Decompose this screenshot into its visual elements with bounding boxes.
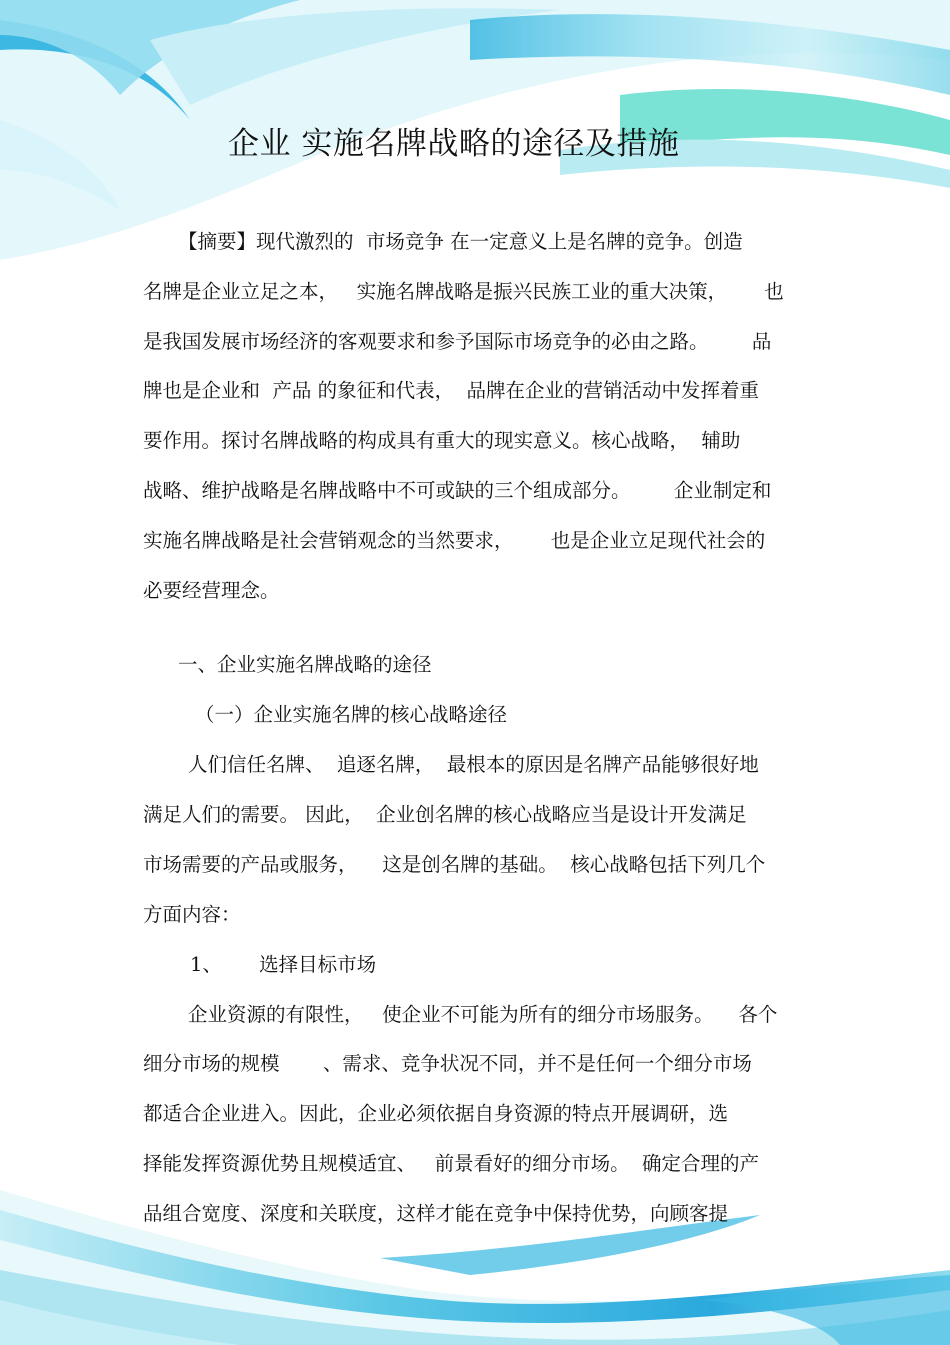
paragraph-line: 市场需要的产品或服务， 这是创名牌的基础。 核心战略包括下列几个 [143,853,766,876]
abstract-line: 实施名牌战略是社会营销观念的当然要求， 也是企业立足现代社会的 [143,529,766,552]
subsection-heading: （一）企业实施名牌的核心战略途径 [195,703,508,726]
abstract-line: 战略、维护战略是名牌战略中不可或缺的三个组成部分。 企业制定和 [143,479,772,502]
paragraph-line: 人们信任名牌、 追逐名牌， 最根本的原因是名牌产品能够很好地 [188,753,759,776]
abstract-line: 牌也是企业和 产品 的象征和代表， 品牌在企业的营销活动中发挥着重 [143,379,759,402]
paragraph-line: 都适合企业进入。因此，企业必须依据自身资源的特点开展调研，选 [143,1102,729,1125]
document-title: 企业 实施名牌战略的途径及措施 [228,126,680,162]
abstract-line: 要作用。探讨名牌战略的构成具有重大的现实意义。核心战略， 辅助 [143,429,741,452]
paragraph-line: 满足人们的需要。 因此， 企业创名牌的核心战略应当是设计开发满足 [143,803,747,826]
section-heading: 一、企业实施名牌战略的途径 [178,653,432,676]
paragraph-line: 方面内容： [143,903,241,926]
paragraph-line: 细分市场的规模 、需求、竞争状况不同，并不是任何一个细分市场 [143,1052,752,1075]
abstract-line: 名牌是企业立足之本， 实施名牌战略是振兴民族工业的重大决策， 也 [143,280,784,303]
abstract-line: 是我国发展市场经济的客观要求和参予国际市场竞争的必由之路。 品 [143,330,772,353]
abstract-line: 必要经营理念。 [143,579,280,602]
item-heading: 1、 选择目标市场 [190,953,377,976]
abstract-line: 【摘要】现代激烈的 市场竞争 在一定意义上是名牌的竞争。创造 [178,230,743,253]
paragraph-line: 择能发挥资源优势且规模适宜、 前景看好的细分市场。 确定合理的产 [143,1152,759,1175]
paragraph-line: 企业资源的有限性， 使企业不可能为所有的细分市场服务。 各个 [188,1003,778,1026]
paragraph-line: 品组合宽度、深度和关联度，这样才能在竞争中保持优势，向顾客提 [143,1202,729,1225]
